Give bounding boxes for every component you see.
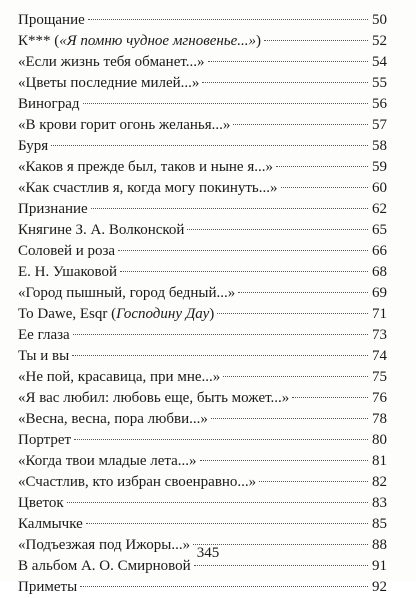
toc-entry-title	[18, 31, 261, 52]
toc-entry-page: 76	[372, 390, 387, 406]
toc-entry-title: «Счастлив, кто избран своенравно...»	[18, 474, 257, 490]
dot-leader	[80, 586, 368, 587]
toc-entry-page: 69	[372, 285, 387, 301]
toc-entry-page: 66	[372, 243, 387, 259]
toc-entry-page: 60	[372, 180, 387, 196]
toc-entry-title-plain: To Dawe, Esqr (	[18, 306, 117, 322]
toc-entry	[18, 178, 387, 199]
toc-entry	[18, 115, 387, 136]
dot-leader	[86, 523, 368, 524]
dot-leader	[223, 376, 368, 377]
toc-entry-title: «Я вас любил: любовь еще, быть может...»	[18, 390, 290, 406]
toc-entry	[18, 472, 387, 493]
toc-entry	[18, 346, 387, 367]
toc-entry	[18, 136, 387, 157]
toc-entry-page: 91	[372, 558, 387, 574]
toc-entry	[18, 409, 387, 430]
toc-entry	[18, 325, 387, 346]
dot-leader	[194, 565, 368, 566]
toc-entry	[18, 157, 387, 178]
toc-entry-title: Признание	[18, 201, 88, 217]
toc-entry-title: Соловей и роза	[18, 243, 116, 259]
toc-entry-page: 74	[372, 348, 387, 364]
dot-leader	[202, 82, 368, 83]
toc-entry-page: 54	[372, 54, 387, 70]
dot-leader	[72, 355, 368, 356]
toc-entry-page: 88	[372, 537, 387, 553]
toc-entry	[18, 430, 387, 451]
dot-leader	[233, 124, 368, 125]
toc-entry-page: 82	[372, 474, 387, 490]
dot-leader	[118, 250, 368, 251]
toc-entry-title: «Подъезжая под Ижоры...»	[18, 537, 191, 553]
toc-entry-title: Калмычке	[18, 516, 83, 532]
toc-entry	[18, 52, 387, 73]
toc-entry-title: В альбом А. О. Смирновой	[18, 558, 191, 574]
toc-entry-title: «Не пой, красавица, при мне...»	[18, 369, 221, 385]
toc-entry-title: «Как счастлив я, когда могу покинуть...»	[18, 180, 278, 196]
toc-entry-title: Е. Н. Ушаковой	[18, 264, 118, 280]
toc-entry-title: Княгине З. А. Волконской	[18, 222, 185, 238]
dot-leader	[276, 166, 368, 167]
toc-entry	[18, 577, 387, 598]
toc-entry	[18, 493, 387, 514]
toc-entry-title: «В крови горит огонь желанья...»	[18, 117, 231, 133]
dot-leader	[88, 19, 368, 20]
page-number: 345	[196, 545, 220, 561]
toc-entry-title: «Город пышный, город бедный...»	[18, 285, 236, 301]
toc-entry-page: 71	[372, 306, 387, 322]
toc-entry-title: Цветок	[18, 495, 64, 511]
table-of-contents	[18, 10, 387, 598]
toc-entry-page: 52	[372, 33, 387, 49]
toc-entry-title-italic: Господину Дау	[116, 306, 210, 322]
toc-entry-title: Приметы	[18, 579, 78, 595]
toc-entry-title: «Когда твои младые лета...»	[18, 453, 197, 469]
dot-leader	[238, 292, 368, 293]
dot-leader	[120, 271, 368, 272]
toc-entry-page: 59	[372, 159, 387, 175]
toc-entry-page: 55	[372, 75, 387, 91]
toc-entry	[18, 514, 387, 535]
toc-entry-title: Прощание	[18, 12, 85, 28]
dot-leader	[74, 439, 368, 440]
toc-entry-page: 65	[372, 222, 387, 238]
dot-leader	[259, 481, 368, 482]
toc-entry	[18, 10, 387, 31]
dot-leader	[67, 502, 368, 503]
toc-entry	[18, 283, 387, 304]
toc-entry-title	[18, 304, 214, 325]
toc-entry-page: 92	[372, 579, 387, 595]
toc-entry-page: 57	[372, 117, 387, 133]
toc-entry-page: 62	[372, 201, 387, 217]
toc-entry-title-italic: «Я помню чудное мгновенье...»	[59, 33, 257, 49]
toc-entry-page: 85	[372, 516, 387, 532]
dot-leader	[187, 229, 368, 230]
dot-leader	[73, 334, 368, 335]
toc-entry-title: «Если жизнь тебя обманет...»	[18, 54, 205, 70]
dot-leader	[292, 397, 368, 398]
toc-entry	[18, 451, 387, 472]
dot-leader	[91, 208, 368, 209]
toc-entry	[18, 199, 387, 220]
toc-entry	[18, 241, 387, 262]
toc-entry-title-tail: )	[209, 306, 215, 322]
toc-entry-page: 78	[372, 411, 387, 427]
toc-entry-page: 80	[372, 432, 387, 448]
dot-leader	[208, 61, 368, 62]
toc-entry-title: «Цветы последние милей...»	[18, 75, 200, 91]
dot-leader	[264, 40, 368, 41]
toc-entry-title: «Каков я прежде был, таков и ныне я...»	[18, 159, 273, 175]
toc-entry-title-plain: К*** (	[18, 33, 60, 49]
toc-entry	[18, 388, 387, 409]
toc-entry-title-tail: )	[256, 33, 262, 49]
toc-entry-title: Портрет	[18, 432, 72, 448]
toc-entry-title: «Весна, весна, пора любви...»	[18, 411, 208, 427]
toc-entry-page: 83	[372, 495, 387, 511]
toc-entry-title: Виноград	[18, 96, 80, 112]
toc-entry-page: 50	[372, 12, 387, 28]
toc-entry-page: 56	[372, 96, 387, 112]
toc-entry	[18, 220, 387, 241]
toc-entry	[18, 94, 387, 115]
dot-leader	[281, 187, 368, 188]
toc-entry	[18, 262, 387, 283]
dot-leader	[200, 460, 368, 461]
toc-entry-page: 58	[372, 138, 387, 154]
toc-entry-title: Буря	[18, 138, 49, 154]
toc-entry	[18, 304, 387, 325]
toc-entry	[18, 73, 387, 94]
toc-entry-title: Ее глаза	[18, 327, 70, 343]
toc-entry-page: 68	[372, 264, 387, 280]
toc-entry-page: 81	[372, 453, 387, 469]
toc-entry	[18, 367, 387, 388]
toc-entry	[18, 31, 387, 52]
toc-entry-page: 75	[372, 369, 387, 385]
dot-leader	[51, 145, 368, 146]
toc-entry-title: Ты и вы	[18, 348, 70, 364]
dot-leader	[83, 103, 368, 104]
dot-leader	[211, 418, 368, 419]
toc-entry-page: 73	[372, 327, 387, 343]
dot-leader	[217, 313, 368, 314]
